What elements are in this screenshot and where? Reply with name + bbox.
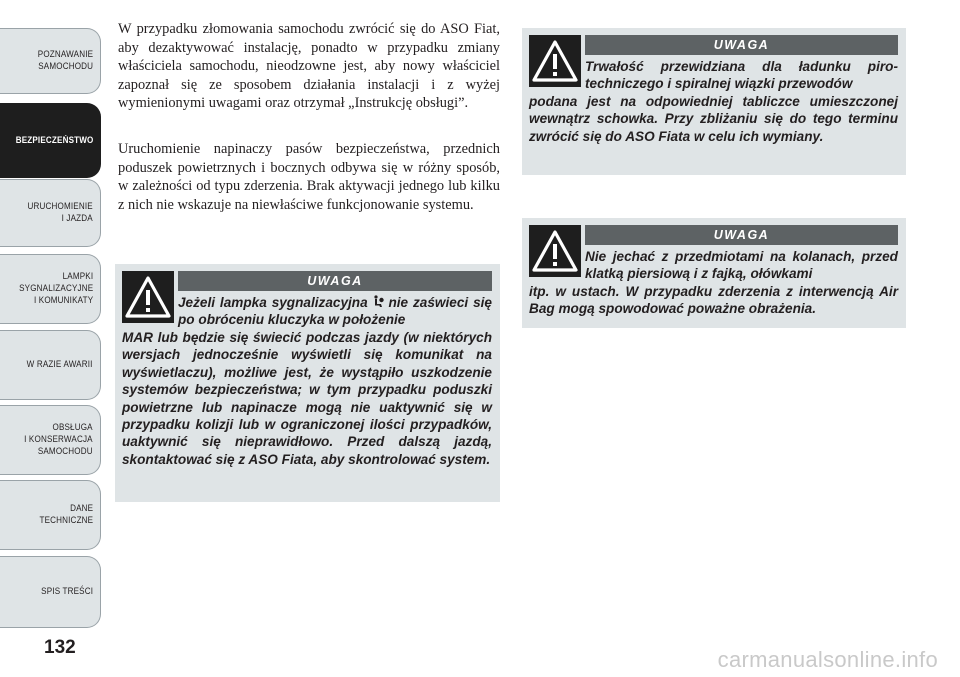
airbag-warning-icon xyxy=(373,295,384,308)
tab-label: W RAZIE AWARII xyxy=(27,359,93,370)
warning-box-airbag-lamp xyxy=(115,264,500,502)
page-number: 132 xyxy=(44,637,76,658)
warning-text-rest: itp. w ustach. W przypadku zderzenia z interwencją Air Bag mogą spowodować poważne obrażenia. xyxy=(529,284,898,317)
warning-text-before-icon: Jeżeli lampka sygnalizacyjna xyxy=(178,295,368,310)
warning-text-rest: MAR lub będzie się świecić podczas jazdy (w niektórych wersjach jednocześnie wyświetli się komunikat na wyświetlaczu), możliwe jest, że wystąpiło uszkodzenie systemów bezpieczeństwa; w tym przypadku poduszki powietrzne lub napinacze mogą nie uaktywnić się w przypadku kolizji lub w ograniczonej ilości przypadków, uaktywnić się nieprawidłowo. Przed dalszą jazdą, skontaktować się z ASO Fiata, aby skontrolować system. xyxy=(122,330,492,467)
warning-header: UWAGA xyxy=(585,225,898,245)
tab-spis-tresci[interactable] xyxy=(0,556,101,628)
warning-triangle-icon xyxy=(529,35,581,87)
paragraph-disposal: W przypadku złomowania samochodu zwrócić się do ASO Fiat, aby dezaktywować instalację, ponadto w przypadku zmiany właściciela samochodu, nieodzowne jest, aby nowy właściciel zapoznał się ze sposobem działania instalacji i z wyżej wymienionymi uwagami oraz otrzymał „Instrukcję obsługi”. xyxy=(118,21,500,112)
warning-header: UWAGA xyxy=(178,271,492,291)
warning-text-rest: podana jest na odpowiedniej tabliczce umieszczonej wewnątrz schowka. Przy zbliżaniu się do tego terminu zwrócić się do ASO Fiata w celu ich wymiany. xyxy=(529,94,898,144)
tab-label: DANE TECHNICZNE xyxy=(39,503,93,526)
tab-bezpieczenstwo[interactable] xyxy=(0,103,101,178)
tab-label: POZNAWANIE SAMOCHODU xyxy=(37,49,93,72)
warning-triangle-icon xyxy=(529,225,581,277)
watermark: carmanualsonline.info xyxy=(717,647,938,672)
warning-box-objects xyxy=(522,218,906,328)
tab-label: SPIS TREŚCI xyxy=(41,586,93,597)
warning-text-first: Nie jechać z przedmiotami na kolanach, przed klatką piersiową i z fajką, ołówkami xyxy=(585,249,898,282)
tab-obsluga-i-konserwacja[interactable] xyxy=(0,405,101,475)
tab-label: BEZPIECZEŃSTWO xyxy=(15,134,93,146)
warning-text-after-icon: nie zaświeci się po obróceniu kluczyka w położenie xyxy=(178,295,492,328)
tab-label: URUCHOMIENIE I JAZDA xyxy=(27,201,93,224)
tab-label: OBSŁUGA I KONSERWACJA SAMOCHODU xyxy=(24,422,93,457)
warning-triangle-icon xyxy=(122,271,174,323)
tab-w-razie-awarii[interactable] xyxy=(0,330,101,400)
warning-text-first: Trwałość przewidziana dla ładunku piro-techniczego i spiralnej wiązki przewodów xyxy=(585,59,898,92)
warning-text-first xyxy=(178,294,492,329)
tab-uruchomienie-i-jazda[interactable] xyxy=(0,179,101,247)
warning-header: UWAGA xyxy=(585,35,898,55)
warning-box-pyrotechnic xyxy=(522,28,906,175)
paragraph-activation: Uruchomienie napinaczy pasów bezpieczeństwa, przednich poduszek powietrznych i bocznych odbywa się w różny sposób, w zależności od typu zderzenia. Brak aktywacji jednego lub kilku z nich nie wskazuje na niewłaściwe funkcjonowanie systemu. xyxy=(118,141,500,213)
tab-dane-techniczne[interactable] xyxy=(0,480,101,550)
tab-poznawanie-samochodu[interactable] xyxy=(0,28,101,94)
tab-lampki-sygnalizacyjne[interactable] xyxy=(0,254,101,324)
section-tabs xyxy=(0,0,104,640)
tab-label: LAMPKI SYGNALIZACYJNE I KOMUNIKATY xyxy=(18,271,93,306)
